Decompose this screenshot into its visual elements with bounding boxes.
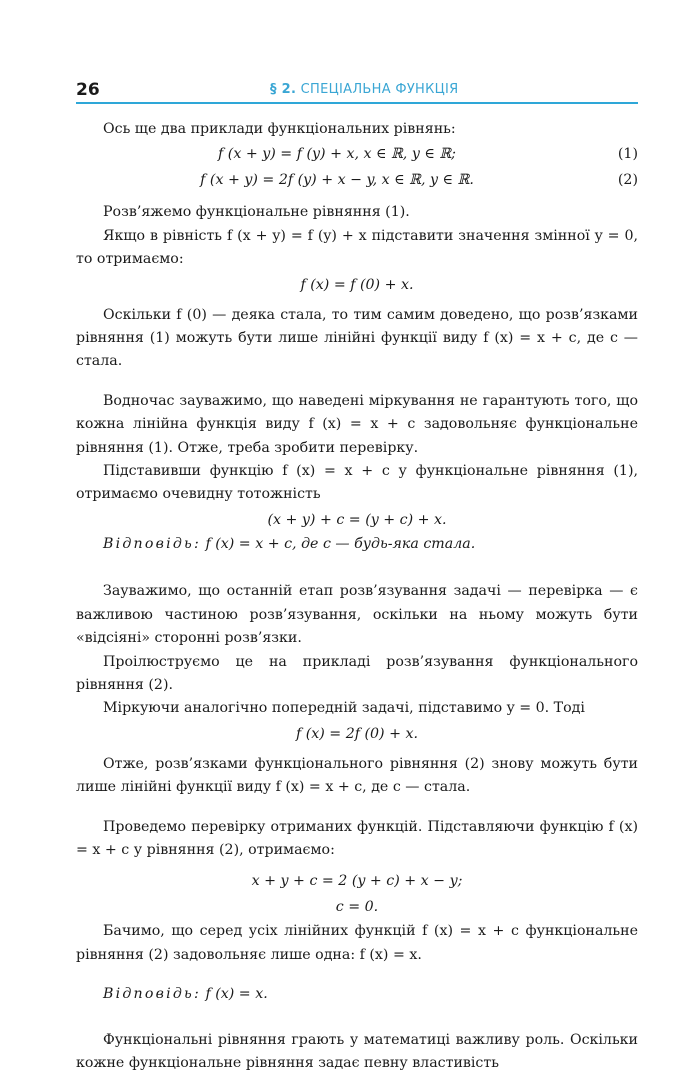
paragraph: Підставивши функцію f (x) = x + c у функціональне рівняння (1), отримаємо очевидну тотожність <box>76 463 638 503</box>
equation-1-row <box>76 141 638 167</box>
paragraph: Розв’яжемо функціональне рівняння (1). <box>103 204 410 221</box>
answer-label: Відповідь: <box>103 986 201 1003</box>
page-header <box>76 80 638 104</box>
paragraph: Функціональні рівняння грають у математиці важливу роль. Оскільки кожне функціональне рівняння задає певну властивість <box>76 1031 638 1071</box>
paragraph: Міркуючи аналогічно попередній задачі, підставимо y = 0. Тоді <box>103 700 585 717</box>
paragraph: Якщо в рівність f (x + y) = f (y) + x підставити значення змінної y = 0, то отримаємо: <box>76 227 638 268</box>
equation-1: f (x + y) = f (y) + x, x ∈ ℝ, y ∈ ℝ; <box>218 145 456 162</box>
section-name: СПЕЦІАЛЬНА ФУНКЦІЯ <box>300 82 459 97</box>
answer-text: f (x) = x + c, де c — будь-яка стала. <box>205 535 476 552</box>
equation-2-number: (2) <box>617 171 638 188</box>
equation-2-row <box>76 167 638 193</box>
equation-6: x + y + c = 2 (y + c) + x − y; <box>251 873 463 890</box>
page-number: 26 <box>76 80 100 100</box>
equation-7: c = 0. <box>335 899 379 916</box>
equation-5: f (x) = 2f (0) + x. <box>295 725 419 742</box>
equation-1-number: (1) <box>617 145 638 162</box>
answer-1 <box>76 533 638 556</box>
page-body <box>76 118 638 1075</box>
paragraph: Бачимо, що серед усіх лінійних функцій f (x) = x + c функціональне рівняння (2) задовольняє лише одна: f (x) = x. <box>76 923 638 963</box>
answer-2 <box>76 983 638 1006</box>
equation-2: f (x + y) = 2f (y) + x − y, x ∈ ℝ, y ∈ ℝ. <box>200 171 474 188</box>
answer-label: Відповідь: <box>103 535 201 552</box>
section-number: § 2. <box>270 82 297 97</box>
paragraph: Оскільки f (0) — деяка стала, то тим самим доведено, що розв’язками рівняння (1) можуть бути лише лінійні функції виду f (x) = x + c, де c — стала. <box>76 306 638 370</box>
equation-3: f (x) = f (0) + x. <box>300 276 414 293</box>
paragraph: Водночас зауважимо, що наведені міркування не гарантують того, що кожна лінійна функція виду f (x) = x + c задовольняє функціональне рівняння (1). Отже, треба зробити перевірку. <box>76 392 638 456</box>
paragraph: Отже, розв’язками функціонального рівняння (2) знову можуть бути лише лінійні функції виду f (x) = x + c, де c — стала. <box>76 755 638 796</box>
section-title <box>270 82 459 97</box>
paragraph: Зауважимо, що останній етап розв’язування задачі — перевірка — є важливою частиною розв’язування, оскільки на ньому можуть бути «відсіяні» сторонні розв’язки. <box>76 583 638 647</box>
paragraph: Ось ще два приклади функціональних рівнянь: <box>103 121 456 137</box>
equation-4: (x + y) + c = (y + c) + x. <box>267 511 447 528</box>
answer-text: f (x) = x. <box>205 986 268 1003</box>
paragraph: Проведемо перевірку отриманих функцій. Підставляючи функцію f (x) = x + c у рівняння (2), отримаємо: <box>76 818 638 858</box>
paragraph: Проілюструємо це на прикладі розв’язування функціонального рівняння (2). <box>76 653 638 693</box>
